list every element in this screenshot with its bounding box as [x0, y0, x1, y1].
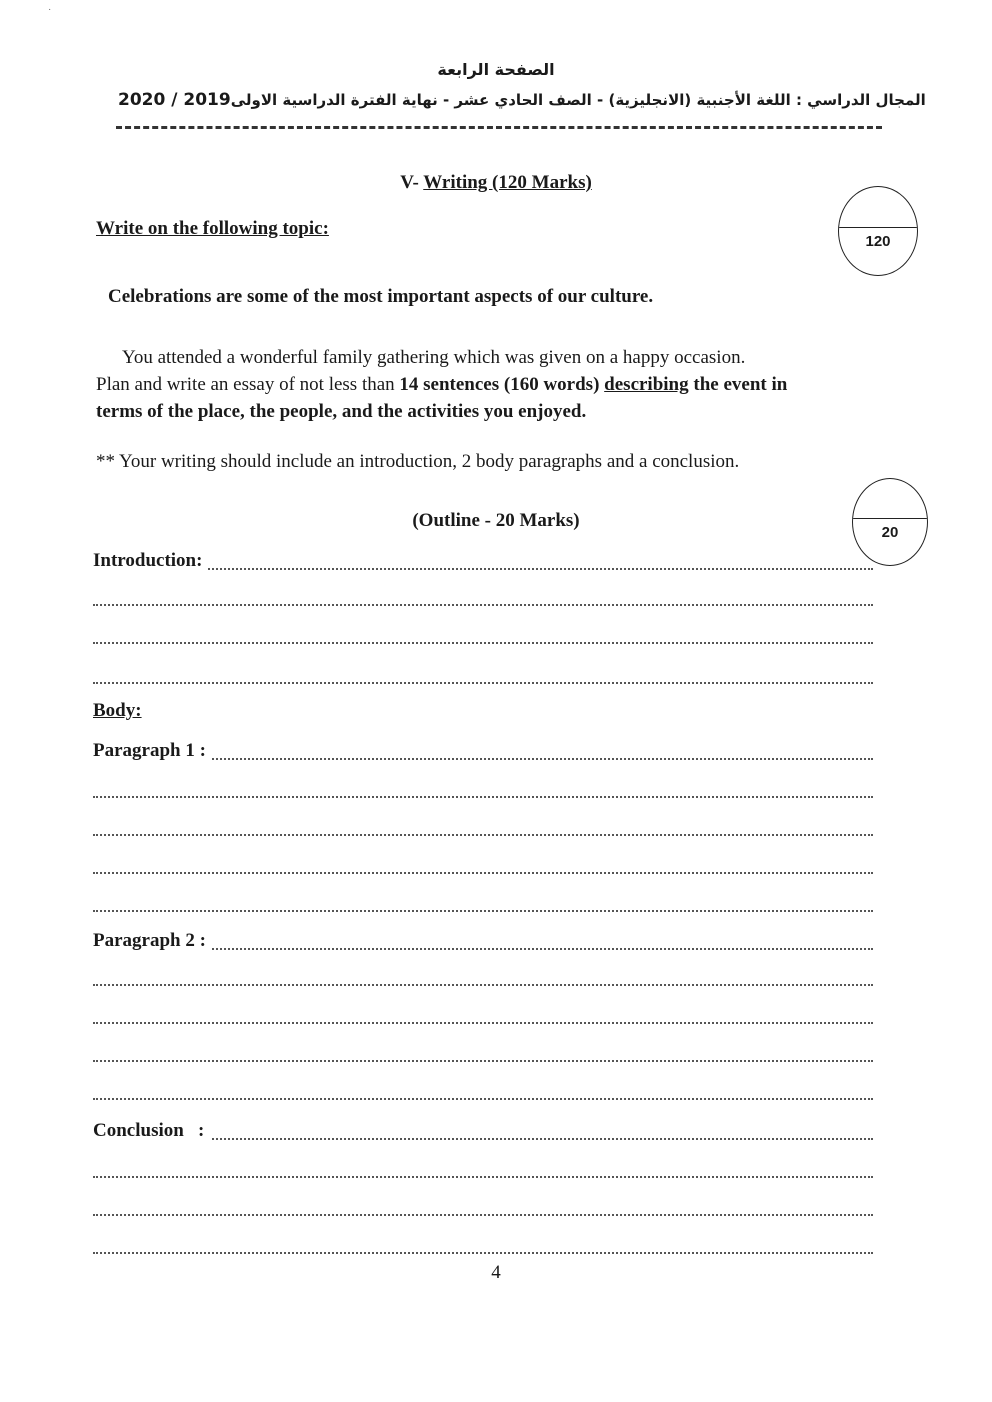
answer-line[interactable]: [93, 1098, 873, 1100]
essay-prompt: [96, 344, 787, 425]
answer-line[interactable]: [93, 1060, 873, 1062]
answer-line[interactable]: [93, 834, 873, 836]
instruction: Write on the following topic:: [96, 218, 329, 239]
answer-line[interactable]: [93, 910, 873, 912]
prompt-line-2-end: the event in: [688, 374, 788, 395]
corner-speck: ˙: [48, 8, 52, 19]
body-label: Body:: [93, 700, 142, 721]
section-name: Writing (120 Marks): [423, 172, 592, 193]
prompt-line-2-text: Plan and write an essay of not less than: [96, 374, 400, 395]
page-label: الصفحة الرابعة: [437, 60, 555, 79]
introduction-label: Introduction:: [93, 550, 208, 572]
answer-line[interactable]: [93, 1176, 873, 1178]
total-marks-circle: [838, 186, 918, 276]
answer-line[interactable]: [93, 1214, 873, 1216]
answer-line[interactable]: [93, 604, 873, 606]
exam-year: 2020 / 2019: [118, 90, 231, 110]
answer-line: [93, 568, 873, 570]
answer-line[interactable]: [93, 642, 873, 644]
essay-topic: Celebrations are some of the most important aspects of our culture.: [108, 286, 654, 307]
paragraph1-label: Paragraph 1 :: [93, 740, 212, 762]
structure-note: ** Your writing should include an introduction, 2 body paragraphs and a conclusion.: [96, 451, 740, 472]
introduction-row[interactable]: [93, 548, 873, 572]
outline-title: (Outline - 20 Marks): [412, 510, 580, 531]
header-separator: [116, 126, 882, 129]
answer-line[interactable]: [93, 796, 873, 798]
answer-line[interactable]: [93, 682, 873, 684]
prompt-line-2: [96, 371, 787, 398]
section-title: [0, 172, 992, 194]
paragraph2-row[interactable]: [93, 928, 873, 952]
paragraph1-row[interactable]: [93, 738, 873, 762]
prompt-sentence-count: 14 sentences (160 words): [399, 374, 600, 395]
total-marks-value: 120: [865, 232, 891, 250]
answer-line[interactable]: [93, 1252, 873, 1254]
prompt-line-3: terms of the place, the people, and the activities you enjoyed.: [96, 401, 587, 422]
body-heading: [93, 700, 148, 722]
exam-subject: المجال الدراسي : اللغة الأجنبية (الانجليزية) - الصف الحادي عشر - نهاية الفترة الدراسية الاولى: [230, 91, 926, 109]
prompt-describing: describing: [604, 374, 689, 395]
conclusion-row[interactable]: [93, 1118, 873, 1142]
outline-marks-value: 20: [881, 523, 899, 541]
answer-line[interactable]: [93, 1022, 873, 1024]
section-number: V-: [400, 172, 419, 193]
page-number: 4: [491, 1262, 501, 1283]
exam-header-line: [118, 90, 926, 110]
answer-line[interactable]: [93, 872, 873, 874]
conclusion-label: Conclusion :: [93, 1120, 210, 1142]
answer-line[interactable]: [93, 984, 873, 986]
paragraph2-label: Paragraph 2 :: [93, 930, 212, 952]
mark-divider: [839, 227, 917, 228]
prompt-line-1: You attended a wonderful family gathering which was given on a happy occasion.: [122, 347, 746, 368]
